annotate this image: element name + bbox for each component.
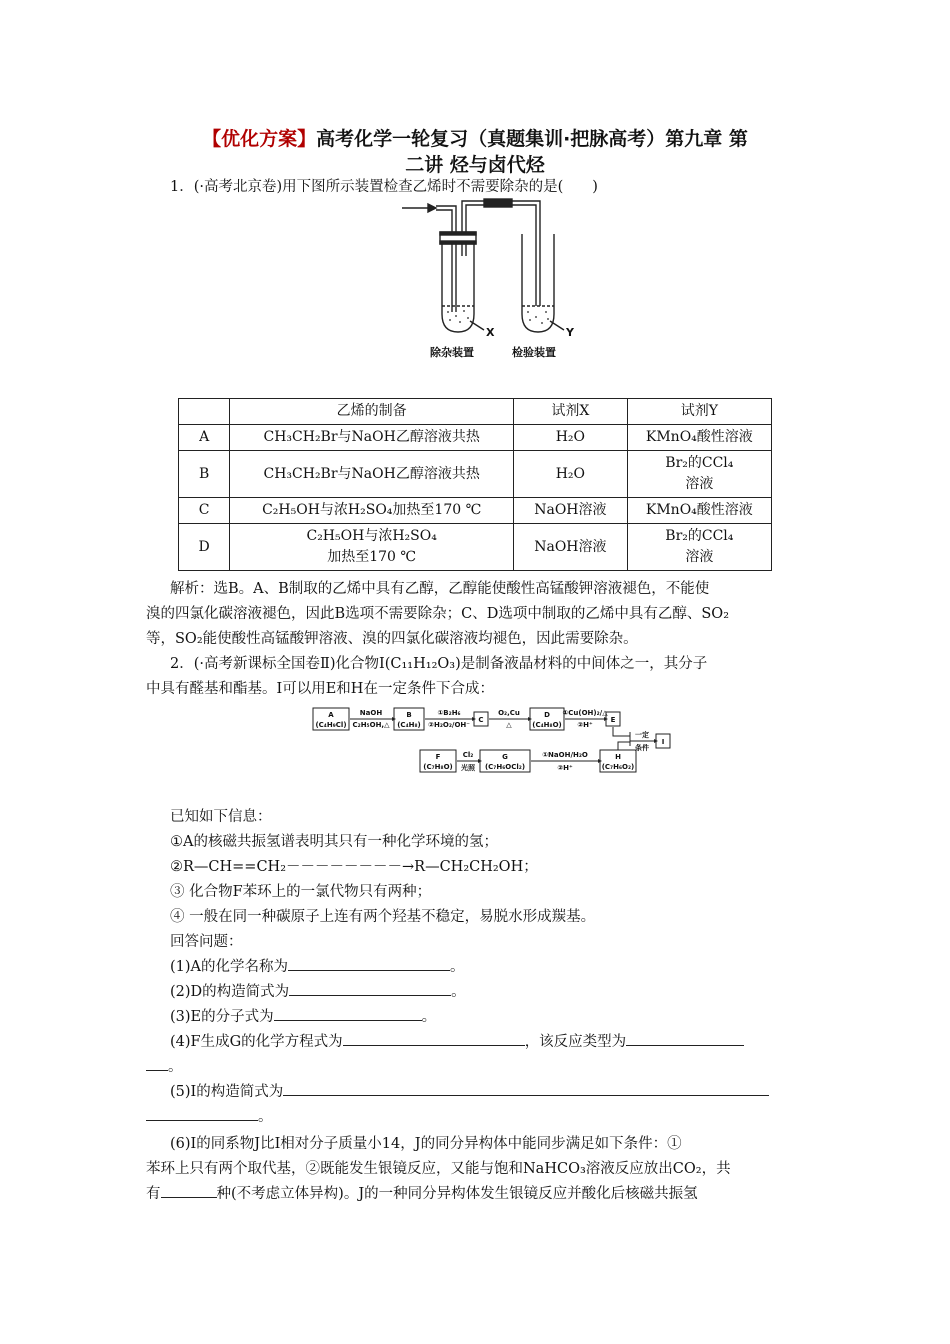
answer-blank[interactable]	[288, 956, 450, 971]
synthesis-scheme	[312, 702, 682, 778]
table-header: 试剂Y	[627, 399, 771, 425]
questions-heading: 回答问题：	[170, 934, 243, 950]
subquestion-2-text: (2)D的构造简式为	[170, 984, 290, 1000]
subquestion-1	[170, 956, 465, 978]
title-text-line2: 二讲 烃与卤代烃	[405, 154, 545, 176]
reagent-x-cell: H₂O	[514, 425, 628, 451]
compound-e: E	[610, 716, 616, 724]
period: 。	[168, 1059, 183, 1075]
subquestion-4-text: (4)F生成G的化学方程式为	[170, 1034, 343, 1050]
reagent-6a: ①NaOH/H₂O	[542, 751, 588, 759]
period: 。	[421, 1009, 437, 1025]
period: 。	[450, 959, 465, 975]
subquestion-2	[170, 981, 466, 1003]
subquestion-3	[170, 1006, 436, 1028]
compound-b: B	[406, 711, 412, 719]
reagent-6b: ②H⁺	[557, 764, 573, 772]
reagent-2a: ①B₂H₆	[437, 709, 461, 717]
subquestion-5	[170, 1081, 769, 1103]
table-row	[179, 451, 772, 498]
apparatus-figure	[400, 196, 600, 364]
compound-d: D	[544, 711, 550, 719]
preparation-cell: CH₃CH₂Br与NaOH乙醇溶液共热	[230, 451, 514, 498]
reagent-y-cell: KMnO₄酸性溶液	[627, 498, 771, 524]
compound-h: H	[615, 753, 621, 761]
reagent-y-cell	[627, 524, 771, 571]
option-letter: C	[179, 498, 230, 524]
compound-b-formula: (C₄H₈)	[397, 721, 421, 729]
reagent-3b: △	[506, 721, 512, 729]
reagent-y-cell	[627, 451, 771, 498]
q1-stem: 1．(·高考北京卷)用下图所示装置检查乙烯时不需要除杂的是( )	[170, 179, 598, 195]
subquestion-5-cont	[146, 1106, 273, 1128]
subquestion-6-line2: 苯环上只有两个取代基，②既能发生银镜反应，又能与饱和NaHCO₃溶液反应放出CO₂，共	[146, 1161, 731, 1177]
option-letter: D	[179, 524, 230, 571]
reagent-1b: C₂H₅OH,△	[352, 721, 390, 729]
reagent-y-line2: 溶液	[685, 549, 714, 565]
table-row	[179, 498, 772, 524]
analysis-line3: 等，SO₂能使酸性高锰酸钾溶液、溴的四氯化碳溶液均褪色，因此需要除杂。	[146, 631, 638, 647]
title-text-line1: 高考化学一轮复习（真题集训·把脉高考）第九章 第	[316, 128, 748, 150]
reagent-5b: 光照	[461, 764, 475, 772]
compound-g: G	[502, 753, 508, 761]
info-2: ②R—CH==CH₂－－－－－－－－→R—CH₂CH₂OH；	[170, 859, 538, 875]
reagent-x-cell: NaOH溶液	[514, 498, 628, 524]
reagent-3a: O₂,Cu	[498, 709, 520, 717]
preparation-line2: 加热至170 ℃	[327, 549, 417, 565]
compound-d-formula: (C₄H₈O)	[532, 721, 562, 729]
preparation-line1: C₂H₅OH与浓H₂SO₄	[306, 528, 437, 544]
compound-a-formula: (C₄H₉Cl)	[315, 721, 347, 729]
subquestion-5-text: (5)I的构造简式为	[170, 1084, 284, 1100]
reagent-2b: ②H₂O₂/OH⁻	[428, 721, 470, 729]
table-header: 试剂X	[514, 399, 628, 425]
answer-blank[interactable]	[274, 1006, 422, 1021]
answer-blank[interactable]	[626, 1031, 744, 1046]
period: 。	[451, 984, 466, 1000]
answer-blank[interactable]	[283, 1081, 769, 1096]
label-x: X	[486, 326, 495, 339]
info-1: ①A的核磁共振氢谱表明其只有一种化学环境的氢；	[170, 834, 498, 850]
subquestion-6-line1: (6)I的同系物J比I相对分子质量小14，J的同分异构体中能同步满足如下条件：①	[170, 1136, 682, 1152]
q2-stem-line1: 2．(·高考新课标全国卷Ⅱ)化合物I(C₁₁H₁₂O₃)是制备液晶材料的中间体之一，其分子	[170, 656, 708, 672]
reagent-y-line1: Br₂的CCl₄	[665, 528, 734, 544]
period: 。	[258, 1109, 273, 1125]
reagent-4b: ②H⁺	[577, 721, 593, 729]
preparation-cell: CH₃CH₂Br与NaOH乙醇溶液共热	[230, 425, 514, 451]
reagent-7a: 一定	[635, 731, 649, 739]
page-title	[140, 126, 810, 178]
reagent-5a: Cl₂	[462, 751, 474, 759]
known-info-heading: 已知如下信息：	[170, 809, 272, 825]
answer-blank[interactable]	[289, 981, 451, 996]
reagent-y-line1: Br₂的CCl₄	[665, 455, 734, 471]
answer-blank[interactable]	[146, 1106, 258, 1121]
caption-test: 检验装置	[512, 346, 556, 359]
preparation-cell	[230, 524, 514, 571]
reagent-7b: 条件	[635, 744, 649, 752]
answer-blank[interactable]	[161, 1183, 217, 1198]
reagent-y-line2: 溶液	[685, 476, 714, 492]
table-row	[179, 524, 772, 571]
title-bracket: 【优化方案】	[202, 128, 317, 150]
reagent-x-cell: NaOH溶液	[514, 524, 628, 571]
options-table	[178, 398, 772, 571]
compound-h-formula: (C₇H₆O₂)	[601, 763, 635, 771]
table-header-row	[179, 399, 772, 425]
subquestion-3-text: (3)E的分子式为	[170, 1009, 274, 1025]
subquestion-4-cont	[146, 1056, 183, 1078]
compound-g-formula: (C₇H₆OCl₂)	[484, 763, 526, 771]
compound-f-formula: (C₇H₈O)	[423, 763, 453, 771]
subquestion-1-text: (1)A的化学名称为	[170, 959, 289, 975]
analysis-line2: 溴的四氯化碳溶液褪色，因此B选项不需要除杂；C、D选项中制取的乙烯中具有乙醇、SO₂	[146, 606, 730, 622]
reagent-y-cell: KMnO₄酸性溶液	[627, 425, 771, 451]
answer-blank[interactable]	[146, 1056, 168, 1071]
label-y: Y	[566, 326, 574, 339]
subquestion-4-text-b: ，该反应类型为	[524, 1034, 627, 1050]
caption-purify: 除杂装置	[430, 346, 474, 359]
subquestion-6-pre: 有	[146, 1186, 161, 1202]
compound-a: A	[328, 711, 334, 719]
reagent-4a: ①Cu(OH)₂/△	[562, 709, 608, 717]
subquestion-6-line3	[146, 1183, 698, 1205]
info-3: ③ 化合物F苯环上的一氯代物只有两种；	[170, 884, 432, 900]
compound-f: F	[435, 753, 441, 761]
subquestion-6-post: 种(不考虑立体异构)。J的一种同分异构体发生银镜反应并酸化后核磁共振氢	[216, 1186, 698, 1202]
table-header	[179, 399, 230, 425]
preparation-cell: C₂H₅OH与浓H₂SO₄加热至170 ℃	[230, 498, 514, 524]
option-letter: B	[179, 451, 230, 498]
table-header: 乙烯的制备	[230, 399, 514, 425]
answer-blank[interactable]	[343, 1031, 525, 1046]
info-4: ④ 一般在同一种碳原子上连有两个羟基不稳定，易脱水形成羰基。	[170, 909, 596, 925]
reagent-x-cell: H₂O	[514, 451, 628, 498]
table-row	[179, 425, 772, 451]
analysis-line1: 解析：选B。A、B制取的乙烯中具有乙醇，乙醇能使酸性高锰酸钾溶液褪色，不能使	[170, 581, 710, 597]
compound-c: C	[478, 716, 484, 724]
option-letter: A	[179, 425, 230, 451]
compound-i: I	[661, 738, 665, 746]
subquestion-4	[170, 1031, 744, 1053]
reagent-1a: NaOH	[359, 709, 383, 717]
q2-stem-line2: 中具有醛基和酯基。I可以用E和H在一定条件下合成：	[146, 681, 494, 697]
